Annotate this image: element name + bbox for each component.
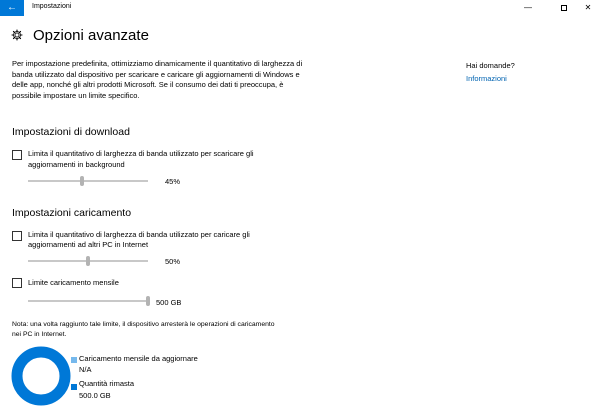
used-legend-swatch <box>71 357 77 363</box>
remaining-legend-value: 500.0 GB <box>79 391 111 400</box>
download-slider-value: 45% <box>165 177 181 186</box>
note-line-1: Nota: una volta raggiunto tale limite, il dispositivo arresterà le operazioni di caricamento <box>12 321 275 328</box>
download-limit-checkbox[interactable] <box>12 150 22 160</box>
maximize-button[interactable] <box>552 0 576 16</box>
usage-remaining-ring <box>17 352 65 400</box>
slider-track <box>28 180 148 182</box>
minimize-icon: — <box>524 3 532 12</box>
gear-icon <box>11 29 23 41</box>
maximize-icon <box>561 5 567 11</box>
title-bar <box>0 0 600 16</box>
upload-bandwidth-slider[interactable] <box>28 256 148 266</box>
download-limit-label-1: Limita il quantitativo di larghezza di banda utilizzato per scaricare gli <box>28 149 254 158</box>
upload-note <box>12 320 312 340</box>
download-limit-label-2: aggiornamenti in background <box>28 160 125 169</box>
upload-slider-value: 50% <box>165 257 181 266</box>
page-title: Opzioni avanzate <box>33 27 149 44</box>
download-bandwidth-slider[interactable] <box>28 176 148 186</box>
usage-donut-chart <box>11 346 71 406</box>
upload-limit-label-2: aggiornamenti ad altri PC in Internet <box>28 240 149 249</box>
upload-limit-checkbox[interactable] <box>12 231 22 241</box>
close-icon: ✕ <box>584 3 592 12</box>
upload-limit-label-1: Limita il quantitativo di larghezza di banda utilizzato per caricare gli <box>28 230 250 239</box>
used-legend-label: Caricamento mensile da aggiornare <box>79 354 198 363</box>
used-legend-value: N/A <box>79 365 92 374</box>
info-link[interactable]: Informazioni <box>466 74 507 83</box>
remaining-legend-label: Quantità rimasta <box>79 379 135 388</box>
help-question: Hai domande? <box>466 61 515 70</box>
upload-section-title: Impostazioni caricamento <box>12 207 132 219</box>
minimize-button[interactable] <box>516 0 540 16</box>
slider-track <box>28 300 150 302</box>
remaining-legend-swatch <box>71 384 77 390</box>
note-line-2: nei PC in Internet. <box>12 331 67 338</box>
monthly-limit-slider[interactable] <box>28 296 150 306</box>
monthly-limit-label: Limite caricamento mensile <box>28 278 119 287</box>
close-button[interactable] <box>576 0 600 16</box>
monthly-limit-value: 500 GB <box>156 298 182 307</box>
slider-thumb[interactable] <box>80 176 84 186</box>
download-section-title: Impostazioni di download <box>12 126 130 138</box>
intro-text: Per impostazione predefinita, ottimizziamo dinamicamente il quantitativo di larghezza di banda utilizzato dal dispositivo per scaricare e caricare gli aggiornamenti di Windows e delle app, nonché gli altri prodotti Microsoft. Se il consumo dei dati ti preoccupa, è possibile impostare un limite specifico. <box>12 59 303 100</box>
slider-thumb[interactable] <box>86 256 90 266</box>
window-title: Impostazioni <box>32 3 72 10</box>
slider-thumb[interactable] <box>146 296 150 306</box>
back-button[interactable] <box>0 0 24 16</box>
monthly-limit-checkbox[interactable] <box>12 278 22 288</box>
back-arrow-icon: ← <box>7 2 17 13</box>
